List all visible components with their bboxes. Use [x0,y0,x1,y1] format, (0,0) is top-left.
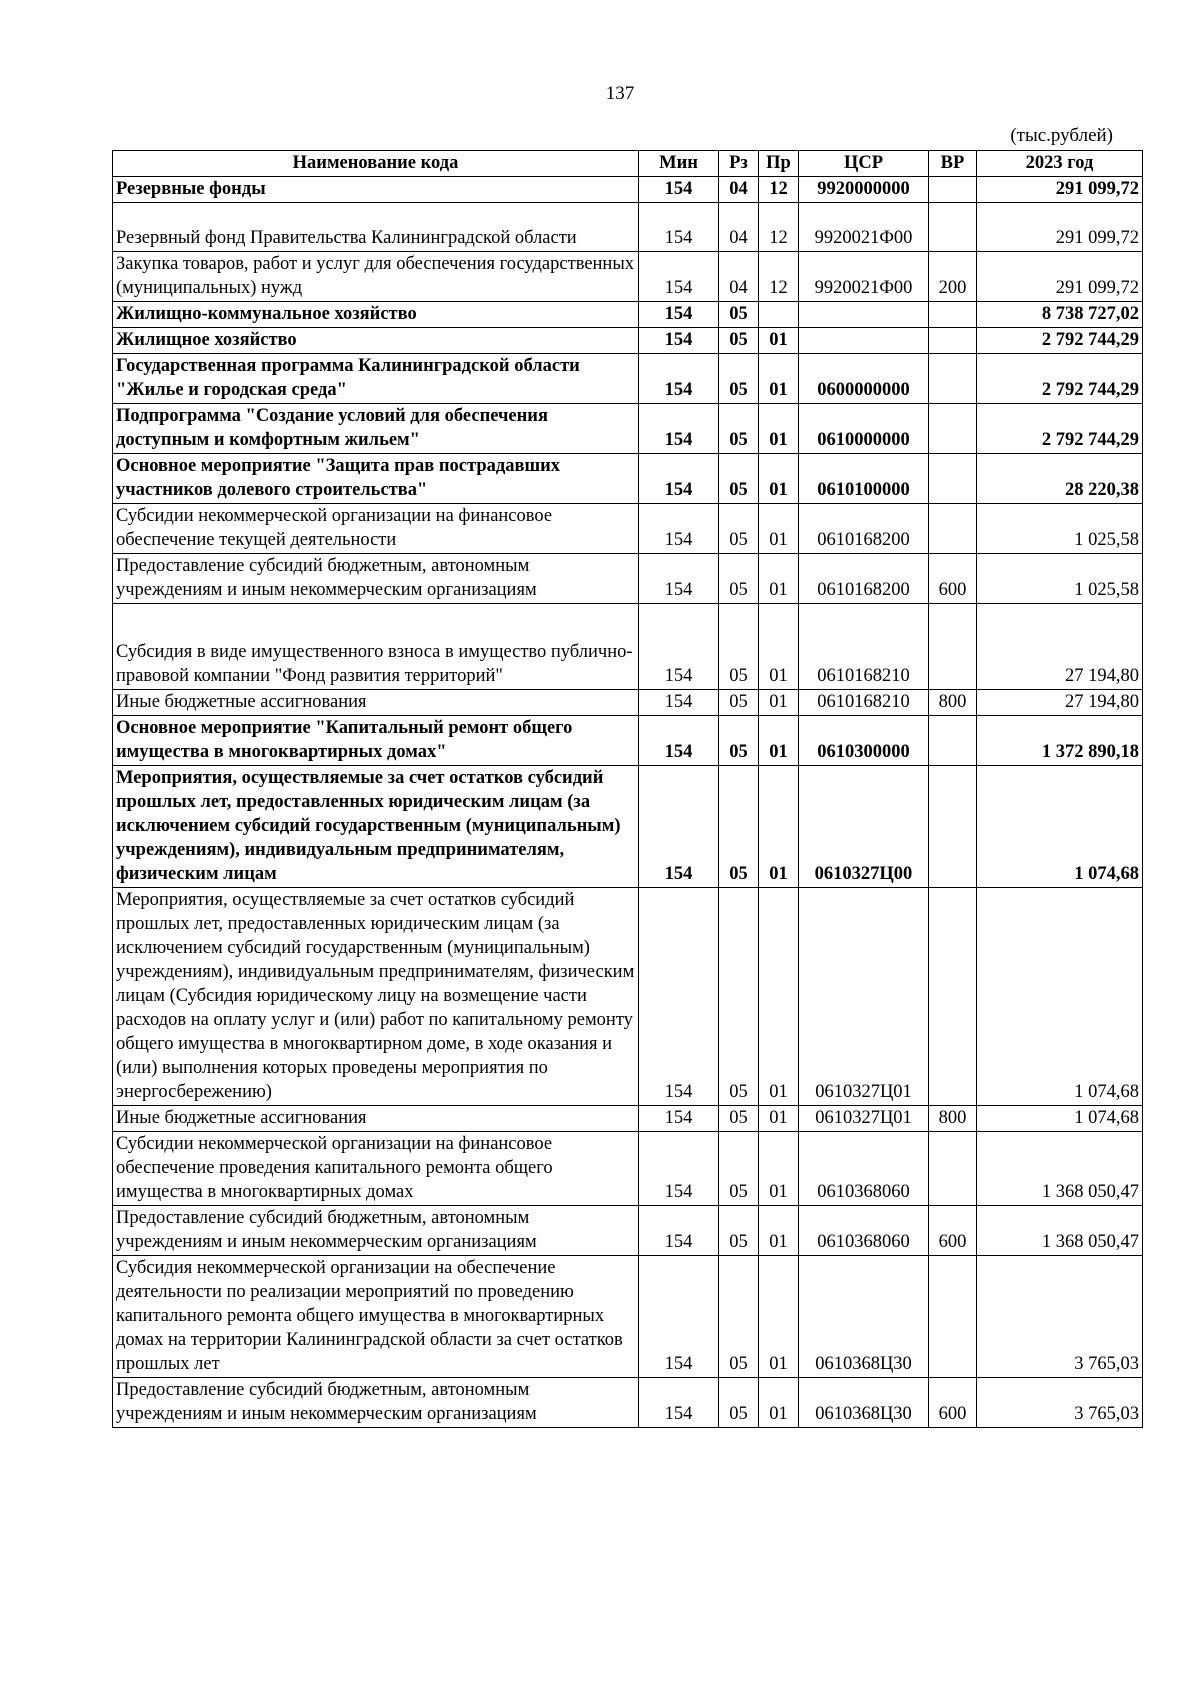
cell-amount: 291 099,72 [977,203,1143,252]
cell-csr: 0610300000 [799,716,929,766]
cell-rz: 05 [719,328,759,354]
cell-amount: 1 025,58 [977,504,1143,554]
cell-min: 154 [639,504,719,554]
cell-pr: 01 [759,1132,799,1206]
cell-pr: 01 [759,404,799,454]
cell-rz: 05 [719,554,759,604]
cell-csr: 0610168200 [799,554,929,604]
cell-amount: 1 074,68 [977,1106,1143,1132]
cell-name: Мероприятия, осуществляемые за счет остатков субсидий прошлых лет, предоставленных юридическим лицам (за исключением субсидий государственным (муниципальным) учреждениям), индивидуальным предпринимателям, физическим лицам (Субсидия юридическому лицу на возмещение части расходов на оплату услуг и (или) работ по капитальному ремонту общего имущества в многоквартирном доме, в ходе оказания и (или) выполнения которых проведены мероприятия по энергосбережению) [113,888,639,1106]
cell-csr: 0610000000 [799,404,929,454]
cell-rz: 05 [719,454,759,504]
table-row [113,1378,1143,1428]
cell-min: 154 [639,328,719,354]
cell-pr: 01 [759,716,799,766]
cell-pr: 12 [759,252,799,302]
cell-name: Резервные фонды [113,177,639,203]
column-header-pr: Пр [759,151,799,177]
cell-amount: 1 368 050,47 [977,1206,1143,1256]
cell-min: 154 [639,252,719,302]
cell-min: 154 [639,1256,719,1378]
cell-rz: 05 [719,1378,759,1428]
cell-min: 154 [639,1206,719,1256]
cell-pr: 01 [759,1206,799,1256]
cell-vr [929,1256,977,1378]
cell-name: Подпрограмма "Создание условий для обеспечения доступным и комфортным жильем" [113,404,639,454]
cell-csr: 0610168200 [799,504,929,554]
column-header-csr: ЦСР [799,151,929,177]
cell-pr: 12 [759,177,799,203]
cell-vr [929,328,977,354]
cell-pr: 01 [759,504,799,554]
table-row [113,504,1143,554]
cell-pr: 01 [759,454,799,504]
cell-amount: 1 074,68 [977,766,1143,888]
cell-pr: 01 [759,1378,799,1428]
cell-vr: 800 [929,1106,977,1132]
cell-name: Предоставление субсидий бюджетным, автономным учреждениям и иным некоммерческим организациям [113,1378,639,1428]
table-row [113,354,1143,404]
cell-vr: 800 [929,690,977,716]
cell-vr: 600 [929,1378,977,1428]
column-header-vr: ВР [929,151,977,177]
table-row [113,454,1143,504]
cell-pr: 01 [759,1106,799,1132]
cell-rz: 05 [719,716,759,766]
cell-rz: 05 [719,504,759,554]
cell-pr: 01 [759,1256,799,1378]
table-header-row [113,151,1143,177]
cell-name: Иные бюджетные ассигнования [113,690,639,716]
cell-amount: 8 738 727,02 [977,302,1143,328]
cell-csr: 0610327Ц00 [799,766,929,888]
cell-csr: 0610368060 [799,1132,929,1206]
cell-vr [929,766,977,888]
table-row [113,328,1143,354]
cell-rz: 05 [719,354,759,404]
table-row [113,1256,1143,1378]
cell-min: 154 [639,177,719,203]
cell-name: Жилищно-коммунальное хозяйство [113,302,639,328]
column-header-min: Мин [639,151,719,177]
cell-name: Субсидия некоммерческой организации на обеспечение деятельности по реализации мероприятий по проведению капитального ремонта общего имущества в многоквартирных домах на территории Калининградской области за счет остатков прошлых лет [113,1256,639,1378]
cell-rz: 05 [719,1206,759,1256]
cell-csr: 0610368060 [799,1206,929,1256]
budget-table [112,150,1143,1428]
cell-vr [929,302,977,328]
column-header-rz: Рз [719,151,759,177]
table-row [113,888,1143,1106]
cell-amount: 3 765,03 [977,1378,1143,1428]
table-row [113,302,1143,328]
table-row [113,554,1143,604]
cell-min: 154 [639,888,719,1106]
cell-min: 154 [639,1132,719,1206]
cell-amount: 1 368 050,47 [977,1132,1143,1206]
cell-amount: 27 194,80 [977,604,1143,690]
cell-pr: 01 [759,328,799,354]
cell-csr: 0610327Ц01 [799,1106,929,1132]
cell-rz: 04 [719,177,759,203]
cell-min: 154 [639,354,719,404]
cell-vr: 600 [929,1206,977,1256]
cell-min: 154 [639,1106,719,1132]
table-row [113,690,1143,716]
cell-min: 154 [639,554,719,604]
cell-vr: 200 [929,252,977,302]
cell-rz: 05 [719,302,759,328]
cell-vr [929,1132,977,1206]
cell-csr [799,328,929,354]
column-header-year: 2023 год [977,151,1143,177]
table-row [113,766,1143,888]
table-row [113,1206,1143,1256]
cell-csr: 0610368Ц30 [799,1256,929,1378]
cell-rz: 05 [719,766,759,888]
cell-vr [929,203,977,252]
cell-vr [929,604,977,690]
cell-pr: 01 [759,554,799,604]
cell-amount: 1 025,58 [977,554,1143,604]
cell-csr: 0610100000 [799,454,929,504]
cell-rz: 04 [719,252,759,302]
table-row [113,604,1143,690]
cell-min: 154 [639,604,719,690]
table-row [113,252,1143,302]
cell-pr: 01 [759,766,799,888]
cell-amount: 3 765,03 [977,1256,1143,1378]
cell-vr [929,504,977,554]
cell-min: 154 [639,203,719,252]
cell-min: 154 [639,716,719,766]
cell-csr: 9920000000 [799,177,929,203]
cell-vr [929,888,977,1106]
cell-csr: 0610168210 [799,690,929,716]
cell-pr: 12 [759,203,799,252]
cell-min: 154 [639,404,719,454]
cell-name: Резервный фонд Правительства Калининградской области [113,203,639,252]
cell-min: 154 [639,690,719,716]
cell-amount: 1 074,68 [977,888,1143,1106]
cell-csr: 9920021Ф00 [799,203,929,252]
cell-amount: 2 792 744,29 [977,404,1143,454]
cell-rz: 05 [719,888,759,1106]
table-row [113,1106,1143,1132]
table-row [113,404,1143,454]
cell-amount: 28 220,38 [977,454,1143,504]
cell-vr [929,454,977,504]
table-row [113,177,1143,203]
cell-pr: 01 [759,354,799,404]
column-header-name: Наименование кода [113,151,639,177]
cell-min: 154 [639,454,719,504]
cell-csr [799,302,929,328]
cell-csr: 0610168210 [799,604,929,690]
cell-csr: 9920021Ф00 [799,252,929,302]
cell-name: Закупка товаров, работ и услуг для обеспечения государственных (муниципальных) нужд [113,252,639,302]
cell-name: Предоставление субсидий бюджетным, автономным учреждениям и иным некоммерческим организациям [113,1206,639,1256]
cell-amount: 27 194,80 [977,690,1143,716]
cell-pr: 01 [759,888,799,1106]
cell-rz: 05 [719,1256,759,1378]
table-row [113,203,1143,252]
cell-rz: 05 [719,690,759,716]
cell-name: Мероприятия, осуществляемые за счет остатков субсидий прошлых лет, предоставленных юридическим лицам (за исключением субсидий государственным (муниципальным) учреждениям), индивидуальным предпринимателям, физическим лицам [113,766,639,888]
cell-csr: 0610368Ц30 [799,1378,929,1428]
cell-rz: 05 [719,604,759,690]
units-label: (тыс.рублей) [1010,125,1113,146]
table-row [113,716,1143,766]
cell-csr: 0600000000 [799,354,929,404]
page-number: 137 [605,83,635,104]
cell-vr [929,716,977,766]
cell-min: 154 [639,766,719,888]
cell-name: Предоставление субсидий бюджетным, автономным учреждениям и иным некоммерческим организациям [113,554,639,604]
cell-rz: 05 [719,404,759,454]
cell-name: Субсидии некоммерческой организации на финансовое обеспечение текущей деятельности [113,504,639,554]
cell-amount: 1 372 890,18 [977,716,1143,766]
cell-rz: 04 [719,203,759,252]
cell-name: Жилищное хозяйство [113,328,639,354]
cell-vr: 600 [929,554,977,604]
cell-amount: 291 099,72 [977,252,1143,302]
cell-pr [759,302,799,328]
cell-csr: 0610327Ц01 [799,888,929,1106]
cell-name: Государственная программа Калининградской области "Жилье и городская среда" [113,354,639,404]
table-row [113,1132,1143,1206]
cell-vr [929,354,977,404]
cell-pr: 01 [759,604,799,690]
cell-min: 154 [639,302,719,328]
cell-rz: 05 [719,1106,759,1132]
cell-name: Субсидии некоммерческой организации на финансовое обеспечение проведения капитального ремонта общего имущества в многоквартирных домах [113,1132,639,1206]
cell-vr [929,177,977,203]
cell-name: Иные бюджетные ассигнования [113,1106,639,1132]
cell-name: Субсидия в виде имущественного взноса в имущество публично-правовой компании "Фонд развития территорий" [113,604,639,690]
cell-amount: 291 099,72 [977,177,1143,203]
cell-rz: 05 [719,1132,759,1206]
cell-amount: 2 792 744,29 [977,354,1143,404]
cell-min: 154 [639,1378,719,1428]
cell-name: Основное мероприятие "Капитальный ремонт общего имущества в многоквартирных домах" [113,716,639,766]
cell-name: Основное мероприятие "Защита прав пострадавших участников долевого строительства" [113,454,639,504]
cell-pr: 01 [759,690,799,716]
table-body [113,177,1143,1428]
cell-amount: 2 792 744,29 [977,328,1143,354]
cell-vr [929,404,977,454]
